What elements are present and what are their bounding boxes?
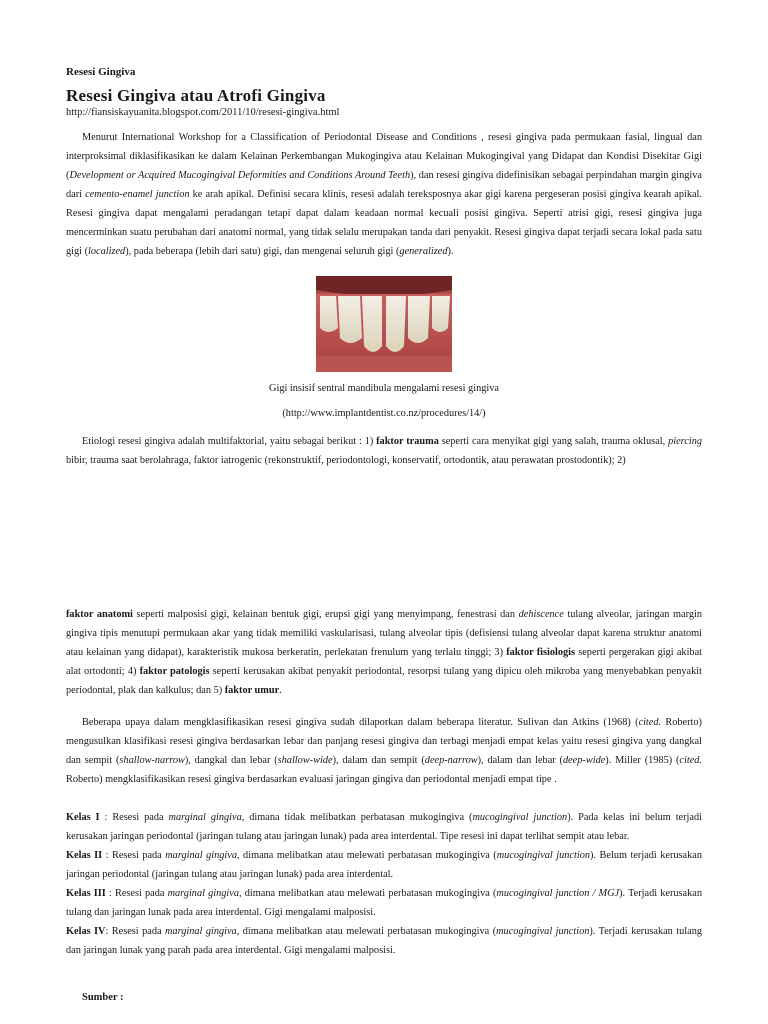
text-span: Roberto) mengklasifikasikan resesi gingiva berdasarkan evaluasi jaringan gingiva dan periodontal menjadi empat tipe . — [66, 774, 557, 785]
paragraph-etiology — [66, 432, 702, 470]
class-iv-description — [66, 922, 702, 960]
text-span: ). Pada kelas ini belum terjadi kerusakan jaringan periodontal (jaringan tulang atau jaringan lunak) pada area interdental. Tipe resesi ini dapat terlihat sempit atau lebar. — [66, 812, 702, 842]
class-label: Kelas III — [66, 888, 106, 899]
bold-term: faktor trauma — [376, 436, 439, 447]
figure-caption: Gigi insisif sentral mandibula mengalami resesi gingiva — [269, 383, 499, 394]
document-heading: Resesi Gingiva — [66, 66, 136, 78]
paragraph-definition — [66, 128, 702, 261]
text-span: ). Terjadi kerusakan tulang dan jaringan lunak yang parah pada area interdental. Gigi mengalami malposisi. — [66, 926, 703, 956]
text-span: : Resesi pada — [99, 812, 169, 823]
italic-term: localized — [88, 246, 126, 257]
text-span: , dimana melibatkan atau melewati perbatasan mukogingiva ( — [239, 888, 497, 899]
italic-term: marginal gingiva — [165, 926, 237, 937]
text-span: seperti kerusakan akibat penyakit periodontal, resorpsi tulang yang dipicu oleh mikroba yang menyebabkan penyakit periodontal, plak dan kalkulus; dan 5) — [66, 666, 702, 696]
class-i-description — [66, 808, 702, 846]
italic-term: mucogingival junction — [496, 850, 591, 861]
text-span: ). Miller (1985) ( — [605, 755, 680, 766]
text-span: ke arah apikal. Definisi secara klinis, resesi adalah tereksposnya akar gigi karena pergeseran posisi gingiva kearah apikal. Resesi gingiva dapat mengalami peradangan tetapi dapat dalam keadaan normal kecuali posisi gingiva. Seperti atrisi gigi, resesi gingiva juga mencerminkan suatu perubahan dari anatomi normal, yang tidak selalu merupakan tanda dari penyakit. Resesi gingiva dapat terjadi secara lokal pada satu gigi ( — [66, 189, 702, 257]
bold-term: faktor fisiologis — [506, 647, 576, 658]
italic-term: deep-narrow — [424, 755, 478, 766]
bold-term: faktor anatomi — [66, 609, 133, 620]
text-span: ). Terjadi kerusakan tulang dan jaringan lunak pada area interdental. Gigi mengalami malposisi. — [66, 888, 702, 918]
text-span: seperti malposisi gigi, kelainan bentuk gigi, erupsi gigi yang menyimpang, fenestrasi dan — [132, 609, 519, 620]
class-label: Kelas II — [66, 850, 103, 861]
text-span: ), dan resesi gingiva didefinisikan sebagai perpindahan margin gingiva dari — [66, 170, 702, 200]
text-span: ), dangkal dan lebar ( — [184, 755, 278, 766]
italic-term: mucogingival junction — [472, 812, 568, 823]
text-span: tulang alveolar, jaringan margin gingiva tipis menutupi permukaan akar yang tidak memiliki vaskularisasi, tulang alveolar tipis (defisiensi tulang alveolar dapat karena struktur anatomi atau kelainan yang didapat), karakteristik mukosa berkeratin, perlekatan frenulum yang terlalu tinggi; 3) — [66, 609, 703, 658]
text-span: , dimana tidak melibatkan perbatasan mukogingiva ( — [241, 812, 473, 823]
bold-term: faktor patologis — [139, 666, 210, 677]
italic-term: shallow-wide — [277, 755, 333, 766]
sources-heading: Sumber : — [82, 992, 124, 1003]
text-span: , dimana melibatkan atau melewati perbatasan mukogingiva ( — [236, 926, 497, 937]
text-span: : Resesi pada — [105, 926, 165, 937]
text-span: ), pada beberapa (lebih dari satu) gigi, dan mengenai seluruh gigi ( — [125, 246, 400, 257]
paragraph-classification — [66, 713, 702, 789]
text-span: ), dalam dan lebar ( — [477, 755, 563, 766]
italic-term: piercing — [668, 436, 702, 447]
italic-term: cemento-enamel junction — [85, 189, 190, 200]
italic-term: dehiscence — [518, 609, 564, 620]
italic-term: deep-wide — [562, 755, 606, 766]
text-span: Roberto) mengusulkan klasifikasi resesi gingiva berdasarkan lebar dan panjang resesi gingiva dan terbagi menjadi empat kelas yaitu resesi gingiva yang dangkal dan sempit ( — [66, 717, 702, 766]
class-iii-description — [66, 884, 702, 922]
class-label: Kelas I — [66, 812, 100, 823]
italic-term: marginal gingiva — [165, 850, 237, 861]
text-span: . — [279, 685, 282, 696]
text-span: seperti pergerakan gigi akibat alat ortodonti; 4) — [66, 647, 703, 677]
text-span: ), dalam dan sempit ( — [332, 755, 425, 766]
text-span: Beberapa upaya dalam mengklasifikasikan resesi gingiva sudah dilaporkan dalam beberapa literatur. Sulivan dan Atkins (1968) ( — [82, 717, 639, 728]
source-url: http://fiansiskayuanita.blogspot.com/2011/10/resesi-gingiva.html — [66, 107, 340, 118]
italic-term: mucogingival junction / MGJ — [496, 888, 620, 899]
text-span: seperti cara menyikat gigi yang salah, trauma oklusal, — [438, 436, 669, 447]
article-title: Resesi Gingiva atau Atrofi Gingiva — [66, 86, 326, 105]
text-span: : Resesi pada — [102, 850, 166, 861]
class-ii-description — [66, 846, 702, 884]
figure-source: (http://www.implantdentist.co.nz/procedures/14/) — [282, 408, 486, 419]
italic-term: marginal gingiva — [168, 812, 242, 823]
italic-term: Development or Acquired Mucogingival Deformities and Conditions Around Teeth — [69, 170, 411, 181]
text-span: Etiologi resesi gingiva adalah multifaktorial, yaitu sebagai berikut : 1) — [82, 436, 377, 447]
gingival-recession-photo — [316, 276, 452, 372]
italic-term: marginal gingiva — [167, 888, 240, 899]
text-span: Menurut International Workshop for a Classification of Periodontal Disease and Conditions , resesi gingiva pada permukaan fasial, lingual dan interproksimal diklasifikasikan ke dalam Kelainan Perkembangan Mukogingiva atau Kelainan Mukogingival yang Didapat dan Kondisi Disekitar Gigi ( — [66, 132, 702, 181]
bold-term: faktor umur — [224, 685, 280, 696]
text-span: , dimana melibatkan atau melewati perbatasan mukogingiva ( — [237, 850, 497, 861]
text-span: ). — [447, 246, 454, 257]
italic-term: mucogingival junction — [496, 926, 590, 937]
text-span: : Resesi pada — [105, 888, 168, 899]
class-label: Kelas IV — [66, 926, 106, 937]
italic-term: generalized — [399, 246, 448, 257]
italic-term: cited. — [679, 755, 702, 766]
italic-term: cited. — [638, 717, 662, 728]
text-span: bibir, trauma saat berolahraga, faktor iatrogenic (rekonstruktif, periodontologi, konservatif, ortodontik, atau perawatan prostodontik); 2) — [66, 455, 626, 466]
text-span: ). Belum terjadi kerusakan jaringan periodontal (jaringan tulang atau jaringan lunak) pada area interdental. — [66, 850, 702, 880]
italic-term: shallow-narrow — [119, 755, 185, 766]
paragraph-factors — [66, 605, 702, 700]
